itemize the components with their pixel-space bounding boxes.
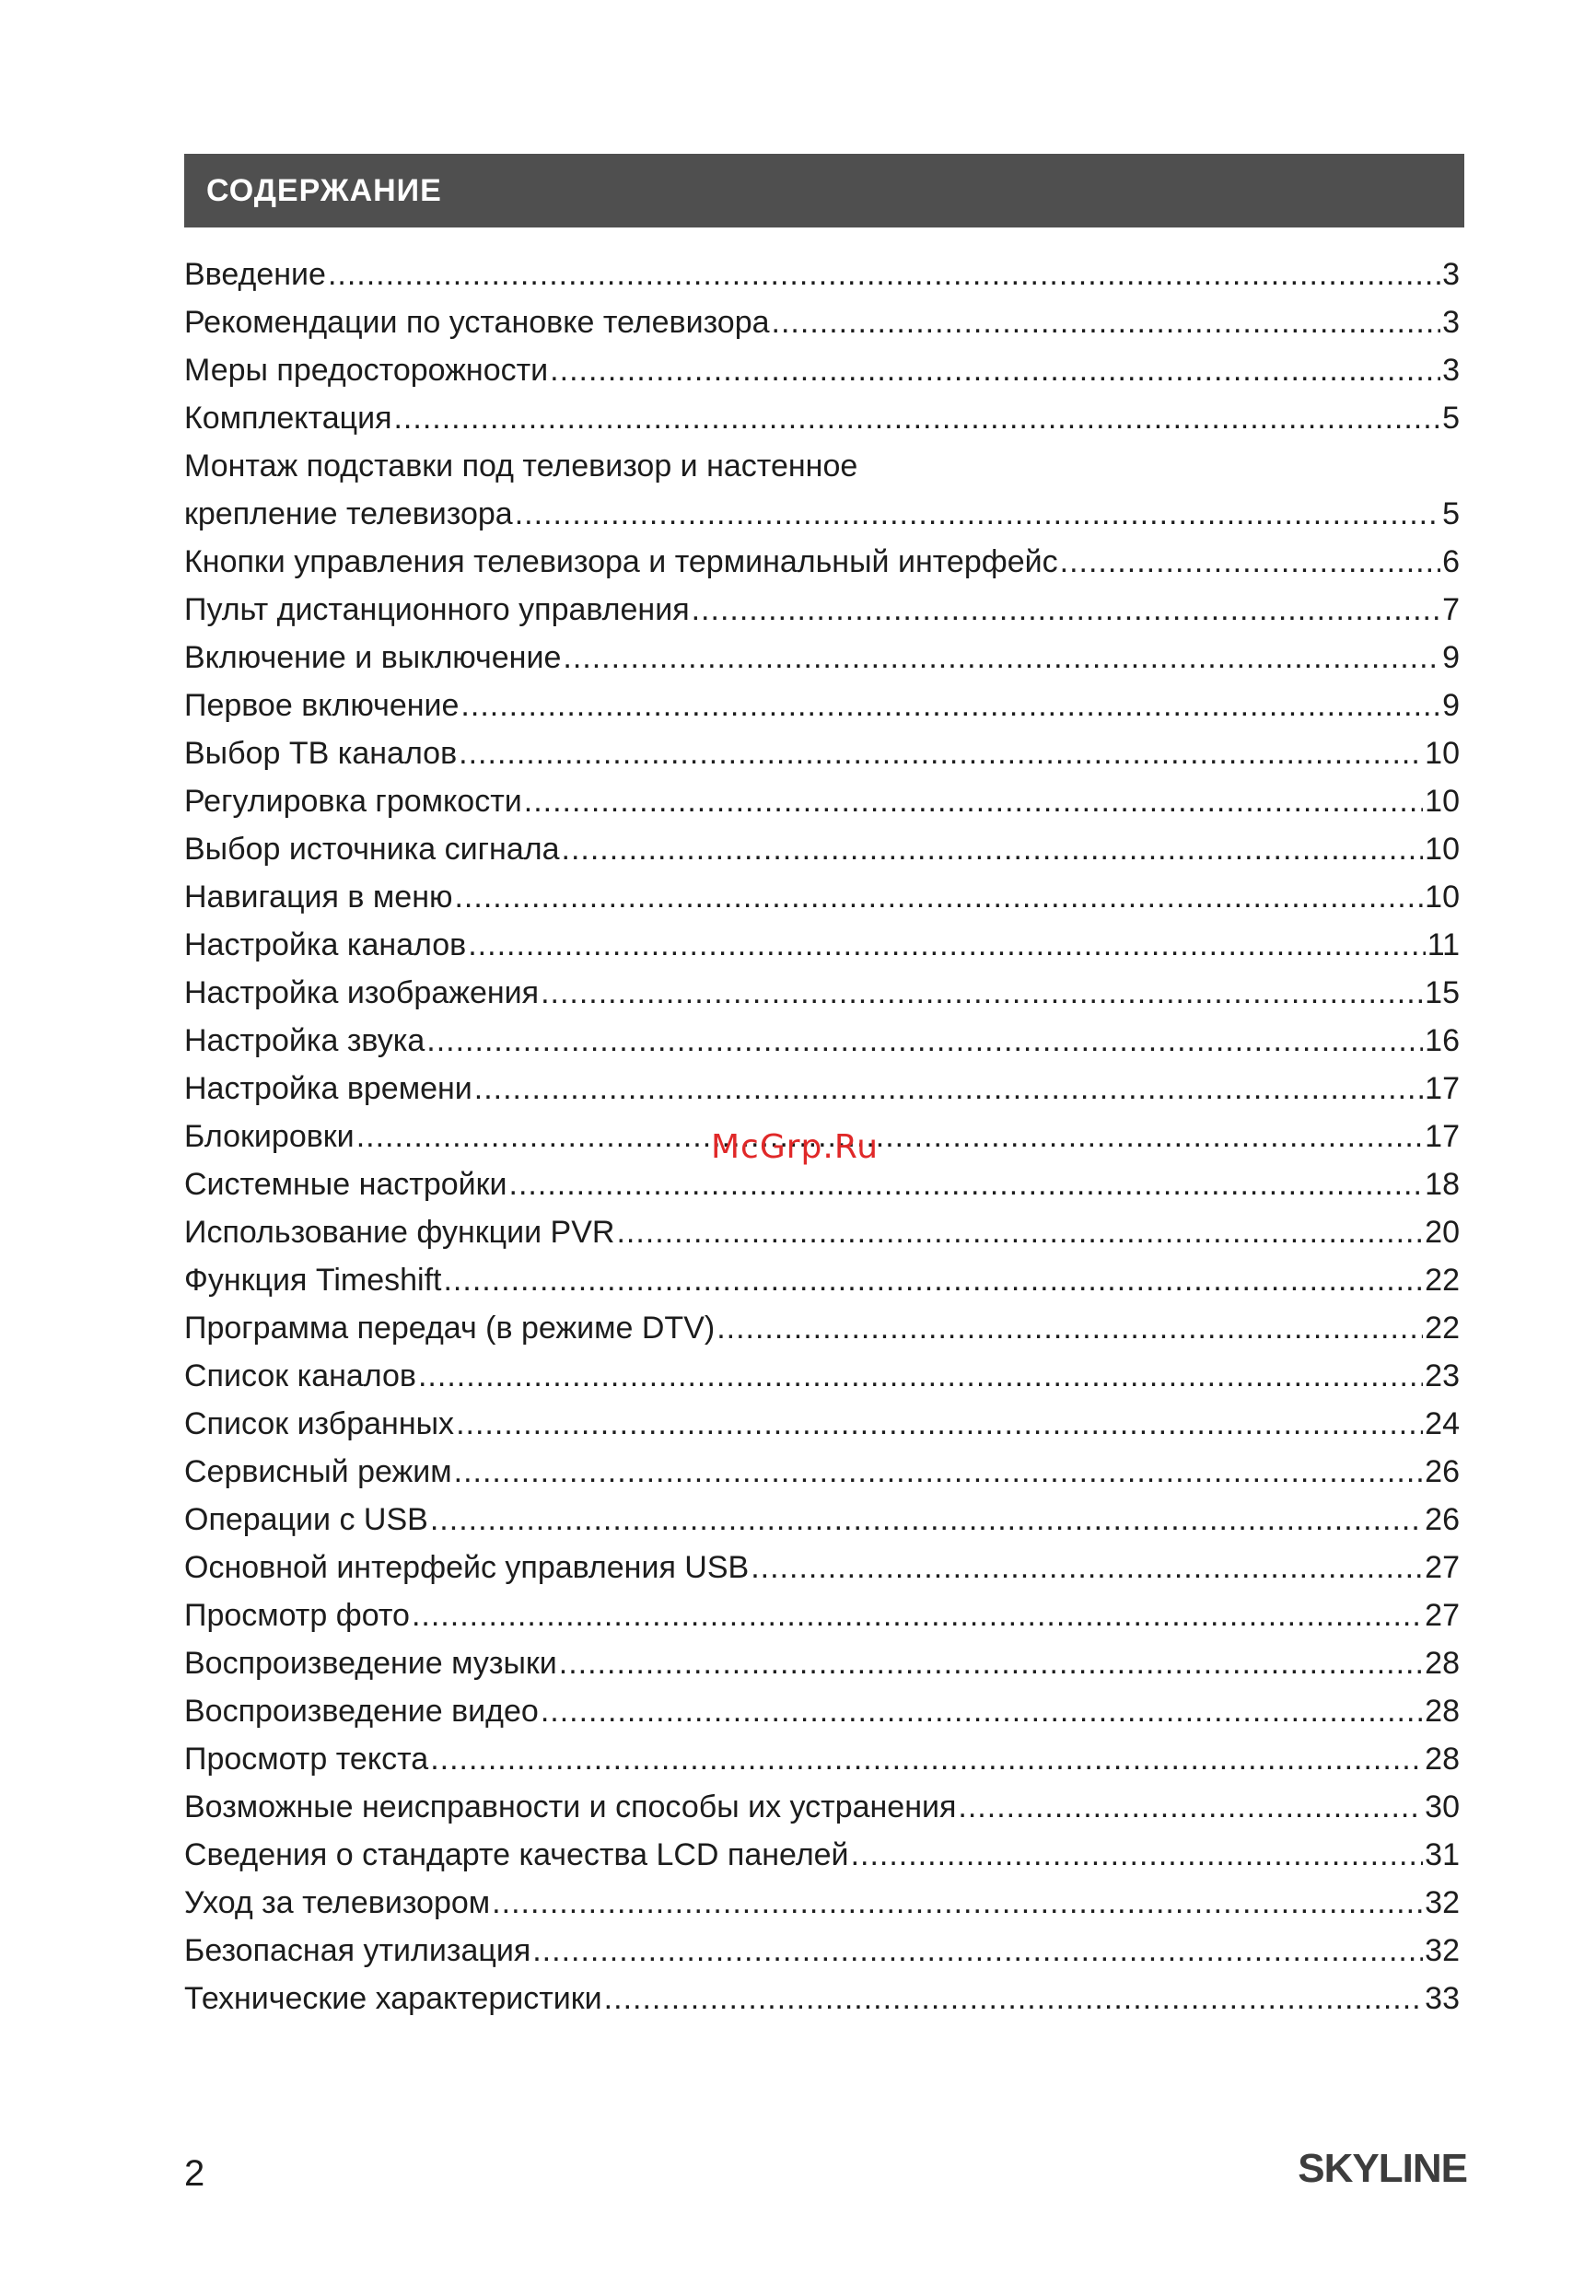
toc-entry bbox=[184, 1352, 1460, 1400]
toc-entry-page: 28 bbox=[1425, 1646, 1460, 1681]
toc-entry-page: 22 bbox=[1425, 1263, 1460, 1298]
toc-entry-page: 27 bbox=[1425, 1550, 1460, 1585]
toc-entry-page: 11 bbox=[1427, 927, 1460, 962]
toc-dot-leader bbox=[851, 1831, 1424, 1879]
toc-entry bbox=[184, 490, 1460, 538]
toc-entry-page: 10 bbox=[1425, 784, 1460, 819]
toc-entry bbox=[184, 1591, 1460, 1639]
toc-entry bbox=[184, 1496, 1460, 1544]
toc-dot-leader bbox=[492, 1879, 1423, 1927]
toc-entry-title: Кнопки управления телевизора и терминальный интерфейс bbox=[184, 544, 1058, 579]
toc-entry-title: крепление телевизора bbox=[184, 496, 513, 531]
toc-dot-leader bbox=[393, 394, 1440, 442]
brand-logo: SKYLINE bbox=[1298, 2146, 1467, 2191]
toc-entry-title: Возможные неисправности и способы их устранения bbox=[184, 1789, 957, 1824]
toc-entry-title: Включение и выключение bbox=[184, 640, 562, 675]
toc-entry-title: Пульт дистанционного управления bbox=[184, 592, 690, 627]
toc-entry-title: Монтаж подставки под телевизор и настенное bbox=[184, 449, 858, 484]
toc-entry bbox=[184, 1160, 1460, 1208]
toc-entry-title: Программа передач (в режиме DTV) bbox=[184, 1311, 716, 1346]
toc-entry bbox=[184, 1208, 1460, 1256]
toc-entry-title: Воспроизведение видео bbox=[184, 1694, 539, 1729]
toc-entry-title: Просмотр текста bbox=[184, 1742, 429, 1777]
toc-entry bbox=[184, 1400, 1460, 1448]
toc-entry-page: 9 bbox=[1442, 688, 1460, 723]
toc-entry-title: Комплектация bbox=[184, 401, 392, 436]
toc-entry-title: Сведения о стандарте качества LCD панелей bbox=[184, 1837, 849, 1872]
toc-entry-page: 16 bbox=[1425, 1023, 1460, 1058]
toc-entry-title: Уход за телевизором bbox=[184, 1885, 491, 1920]
toc-entry-page: 27 bbox=[1425, 1598, 1460, 1633]
toc-dot-leader bbox=[454, 873, 1423, 921]
toc-entry-page: 32 bbox=[1425, 1933, 1460, 1968]
toc-entry-page: 28 bbox=[1425, 1694, 1460, 1729]
toc-entry bbox=[184, 921, 1460, 969]
toc-entry-page: 10 bbox=[1425, 880, 1460, 915]
toc-dot-leader bbox=[692, 586, 1440, 634]
toc-entry-title: Первое включение bbox=[184, 688, 460, 723]
toc-entry-title: Выбор источника сигнала bbox=[184, 832, 560, 867]
toc-entry-page: 3 bbox=[1442, 305, 1460, 340]
toc-entry-page: 5 bbox=[1442, 496, 1460, 531]
toc-entry-title: Системные настройки bbox=[184, 1167, 507, 1202]
toc-entry-title: Выбор ТВ каналов bbox=[184, 736, 458, 771]
toc-entry-page: 23 bbox=[1425, 1358, 1460, 1393]
toc-dot-leader bbox=[468, 921, 1425, 969]
toc-dot-leader bbox=[454, 1448, 1424, 1496]
toc-entry-page: 9 bbox=[1442, 640, 1460, 675]
toc-entry-title: Просмотр фото bbox=[184, 1598, 410, 1633]
toc-entry-title: Список избранных bbox=[184, 1406, 455, 1441]
toc-entry-title: Функция Timeshift bbox=[184, 1263, 442, 1298]
toc-entry-title: Блокировки bbox=[184, 1119, 355, 1154]
toc-entry bbox=[184, 729, 1460, 777]
toc-entry bbox=[184, 1687, 1460, 1735]
toc-entry bbox=[184, 1639, 1460, 1687]
toc-dot-leader bbox=[515, 490, 1440, 538]
toc-entry-page: 15 bbox=[1425, 975, 1460, 1010]
toc-entry-title: Настройка звука bbox=[184, 1023, 425, 1058]
toc-entry bbox=[184, 298, 1460, 346]
toc-entry-page: 33 bbox=[1425, 1981, 1460, 2016]
toc-entry-page: 10 bbox=[1425, 832, 1460, 867]
toc-dot-leader bbox=[412, 1591, 1423, 1639]
section-title: СОДЕРЖАНИЕ bbox=[206, 172, 442, 208]
toc-entry-title: Настройка изображения bbox=[184, 975, 540, 1010]
page-number: 2 bbox=[184, 2153, 205, 2194]
toc-dot-leader bbox=[430, 1496, 1423, 1544]
toc-dot-leader bbox=[509, 1160, 1424, 1208]
toc-entry bbox=[184, 1735, 1460, 1783]
toc-entry bbox=[184, 1831, 1460, 1879]
toc-dot-leader bbox=[456, 1400, 1423, 1448]
toc-dot-leader bbox=[541, 969, 1423, 1017]
toc-entry bbox=[184, 777, 1460, 825]
toc-entry bbox=[184, 1544, 1460, 1591]
toc-entry bbox=[184, 825, 1460, 873]
toc-dot-leader bbox=[772, 298, 1441, 346]
toc-entry bbox=[184, 1304, 1460, 1352]
toc-entry bbox=[184, 538, 1460, 586]
toc-entry-page: 22 bbox=[1425, 1311, 1460, 1346]
toc-entry-page: 17 bbox=[1425, 1071, 1460, 1106]
toc-entry-page: 5 bbox=[1442, 401, 1460, 436]
toc-entry bbox=[184, 442, 1460, 490]
toc-entry-title: Основной интерфейс управления USB bbox=[184, 1550, 750, 1585]
toc-entry-title: Навигация в меню bbox=[184, 880, 453, 915]
toc-entry-page: 31 bbox=[1425, 1837, 1460, 1872]
toc-dot-leader bbox=[459, 729, 1423, 777]
toc-entry-page: 3 bbox=[1442, 257, 1460, 292]
toc-entry-page: 32 bbox=[1425, 1885, 1460, 1920]
toc-entry bbox=[184, 346, 1460, 394]
toc-entry-title: Список каналов bbox=[184, 1358, 416, 1393]
toc-entry-page: 17 bbox=[1425, 1119, 1460, 1154]
toc-entry bbox=[184, 969, 1460, 1017]
toc-entry-title: Безопасная утилизация bbox=[184, 1933, 531, 1968]
toc-dot-leader bbox=[328, 251, 1440, 298]
toc-entry bbox=[184, 1065, 1460, 1113]
toc-dot-leader bbox=[958, 1783, 1423, 1831]
toc-entry bbox=[184, 586, 1460, 634]
toc-entry-title: Регулировка громкости bbox=[184, 784, 522, 819]
toc-entry bbox=[184, 1879, 1460, 1927]
toc-dot-leader bbox=[716, 1304, 1423, 1352]
toc-dot-leader bbox=[430, 1735, 1423, 1783]
toc-entry-page: 30 bbox=[1425, 1789, 1460, 1824]
watermark-text: McGrp.Ru bbox=[711, 1128, 880, 1166]
toc-dot-leader bbox=[1060, 538, 1440, 586]
toc-entry-title: Меры предосторожности bbox=[184, 353, 549, 388]
toc-entry-page: 28 bbox=[1425, 1742, 1460, 1777]
toc-dot-leader bbox=[356, 1113, 1423, 1160]
toc-entry-page: 18 bbox=[1425, 1167, 1460, 1202]
toc-entry-title: Настройка каналов bbox=[184, 927, 467, 962]
toc-entry-page: 26 bbox=[1425, 1454, 1460, 1489]
toc-dot-leader bbox=[559, 1639, 1423, 1687]
toc-entry bbox=[184, 1975, 1460, 2022]
toc-dot-leader bbox=[443, 1256, 1423, 1304]
toc-dot-leader bbox=[474, 1065, 1423, 1113]
toc-dot-leader bbox=[604, 1975, 1424, 2022]
toc-entry bbox=[184, 634, 1460, 682]
toc-entry bbox=[184, 1256, 1460, 1304]
toc-entry bbox=[184, 1783, 1460, 1831]
toc-dot-leader bbox=[418, 1352, 1423, 1400]
toc-entry-title: Воспроизведение музыки bbox=[184, 1646, 557, 1681]
toc-dot-leader bbox=[524, 777, 1423, 825]
toc-dot-leader bbox=[550, 346, 1440, 394]
toc-entry bbox=[184, 873, 1460, 921]
toc-entry-title: Сервисный режим bbox=[184, 1454, 452, 1489]
toc-entry-title: Настройка времени bbox=[184, 1071, 472, 1106]
toc-dot-leader bbox=[460, 682, 1440, 729]
toc-entry bbox=[184, 1017, 1460, 1065]
toc-dot-leader bbox=[616, 1208, 1423, 1256]
toc-entry-page: 6 bbox=[1442, 544, 1460, 579]
section-header-bar bbox=[184, 154, 1464, 227]
toc-dot-leader bbox=[426, 1017, 1423, 1065]
toc-entry bbox=[184, 394, 1460, 442]
toc-entry-title: Операции с USB bbox=[184, 1502, 428, 1537]
toc-entry bbox=[184, 1927, 1460, 1975]
toc-entry-page: 7 bbox=[1442, 592, 1460, 627]
toc-entry-title: Введение bbox=[184, 257, 326, 292]
toc-entry-title: Рекомендации по установке телевизора bbox=[184, 305, 770, 340]
toc-entry-page: 24 bbox=[1425, 1406, 1460, 1441]
toc-entry-title: Использование функции PVR bbox=[184, 1215, 615, 1250]
toc-dot-leader bbox=[751, 1544, 1423, 1591]
toc-entry-page: 26 bbox=[1425, 1502, 1460, 1537]
toc-dot-leader bbox=[562, 825, 1424, 873]
toc-entry-page: 20 bbox=[1425, 1215, 1460, 1250]
toc-dot-leader bbox=[541, 1687, 1423, 1735]
toc-dot-leader bbox=[532, 1927, 1423, 1975]
toc-entry-page: 3 bbox=[1442, 353, 1460, 388]
toc-entry-page: 10 bbox=[1425, 736, 1460, 771]
toc-entry-title: Технические характеристики bbox=[184, 1981, 602, 2016]
toc-dot-leader bbox=[563, 634, 1440, 682]
toc-entry bbox=[184, 1448, 1460, 1496]
toc-entry bbox=[184, 251, 1460, 298]
toc-entry bbox=[184, 682, 1460, 729]
